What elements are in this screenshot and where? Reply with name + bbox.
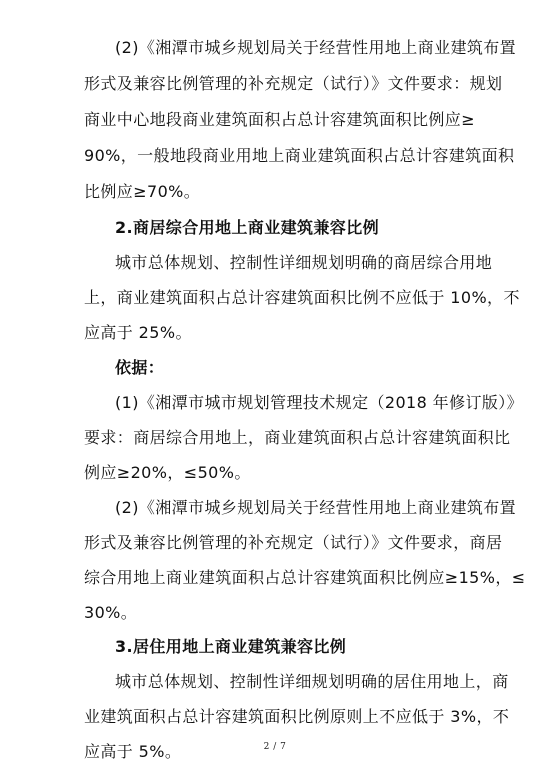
text-line: 上，商业建筑面积占总计容建筑面积比例不应低于 10%，不 [84,288,520,307]
text-line: 30%。 [84,603,138,622]
text-line: 城市总体规划、控制性详细规划明确的商居综合用地 [115,253,493,272]
text-line: (1)《湘潭市城市规划管理技术规定（2018 年修订版）》 [115,393,524,412]
text-line: 综合用地上商业建筑面积占总计容建筑面积比例应≥15%，≤ [84,568,526,587]
section-heading: 2.商居综合用地上商业建筑兼容比例 [115,218,380,237]
text-line: 90%，一般地段商业用地上商业建筑面积占总计容建筑面积 [84,146,515,165]
text-line: 应高于 5%。 [84,742,182,761]
text-line: 形式及兼容比例管理的补充规定（试行）》文件要求，商居 [84,533,503,552]
text-line: 应高于 25%。 [84,323,192,342]
text-line: 比例应≥70%。 [84,182,201,201]
text-line: 商业中心地段商业建筑面积占总计容建筑面积比例应≥ [84,110,476,129]
text-line: (2)《湘潭市城乡规划局关于经营性用地上商业建筑布置 [115,38,517,57]
basis-heading: 依据： [115,358,165,377]
page-number: 2 / 7 [263,742,287,752]
text-line: 业建筑面积占总计容建筑面积比例原则上不应低于 3%，不 [84,707,510,726]
text-line: 城市总体规划、控制性详细规划明确的居住用地上，商 [115,672,509,691]
text-line: 要求：商居综合用地上，商业建筑面积占总计容建筑面积比 [84,428,511,447]
section-heading: 3.居住用地上商业建筑兼容比例 [115,637,347,656]
text-line: 形式及兼容比例管理的补充规定（试行）》文件要求：规划 [84,74,503,93]
text-line: 例应≥20%，≤50%。 [84,463,251,482]
text-line: (2)《湘潭市城乡规划局关于经营性用地上商业建筑布置 [115,498,517,517]
